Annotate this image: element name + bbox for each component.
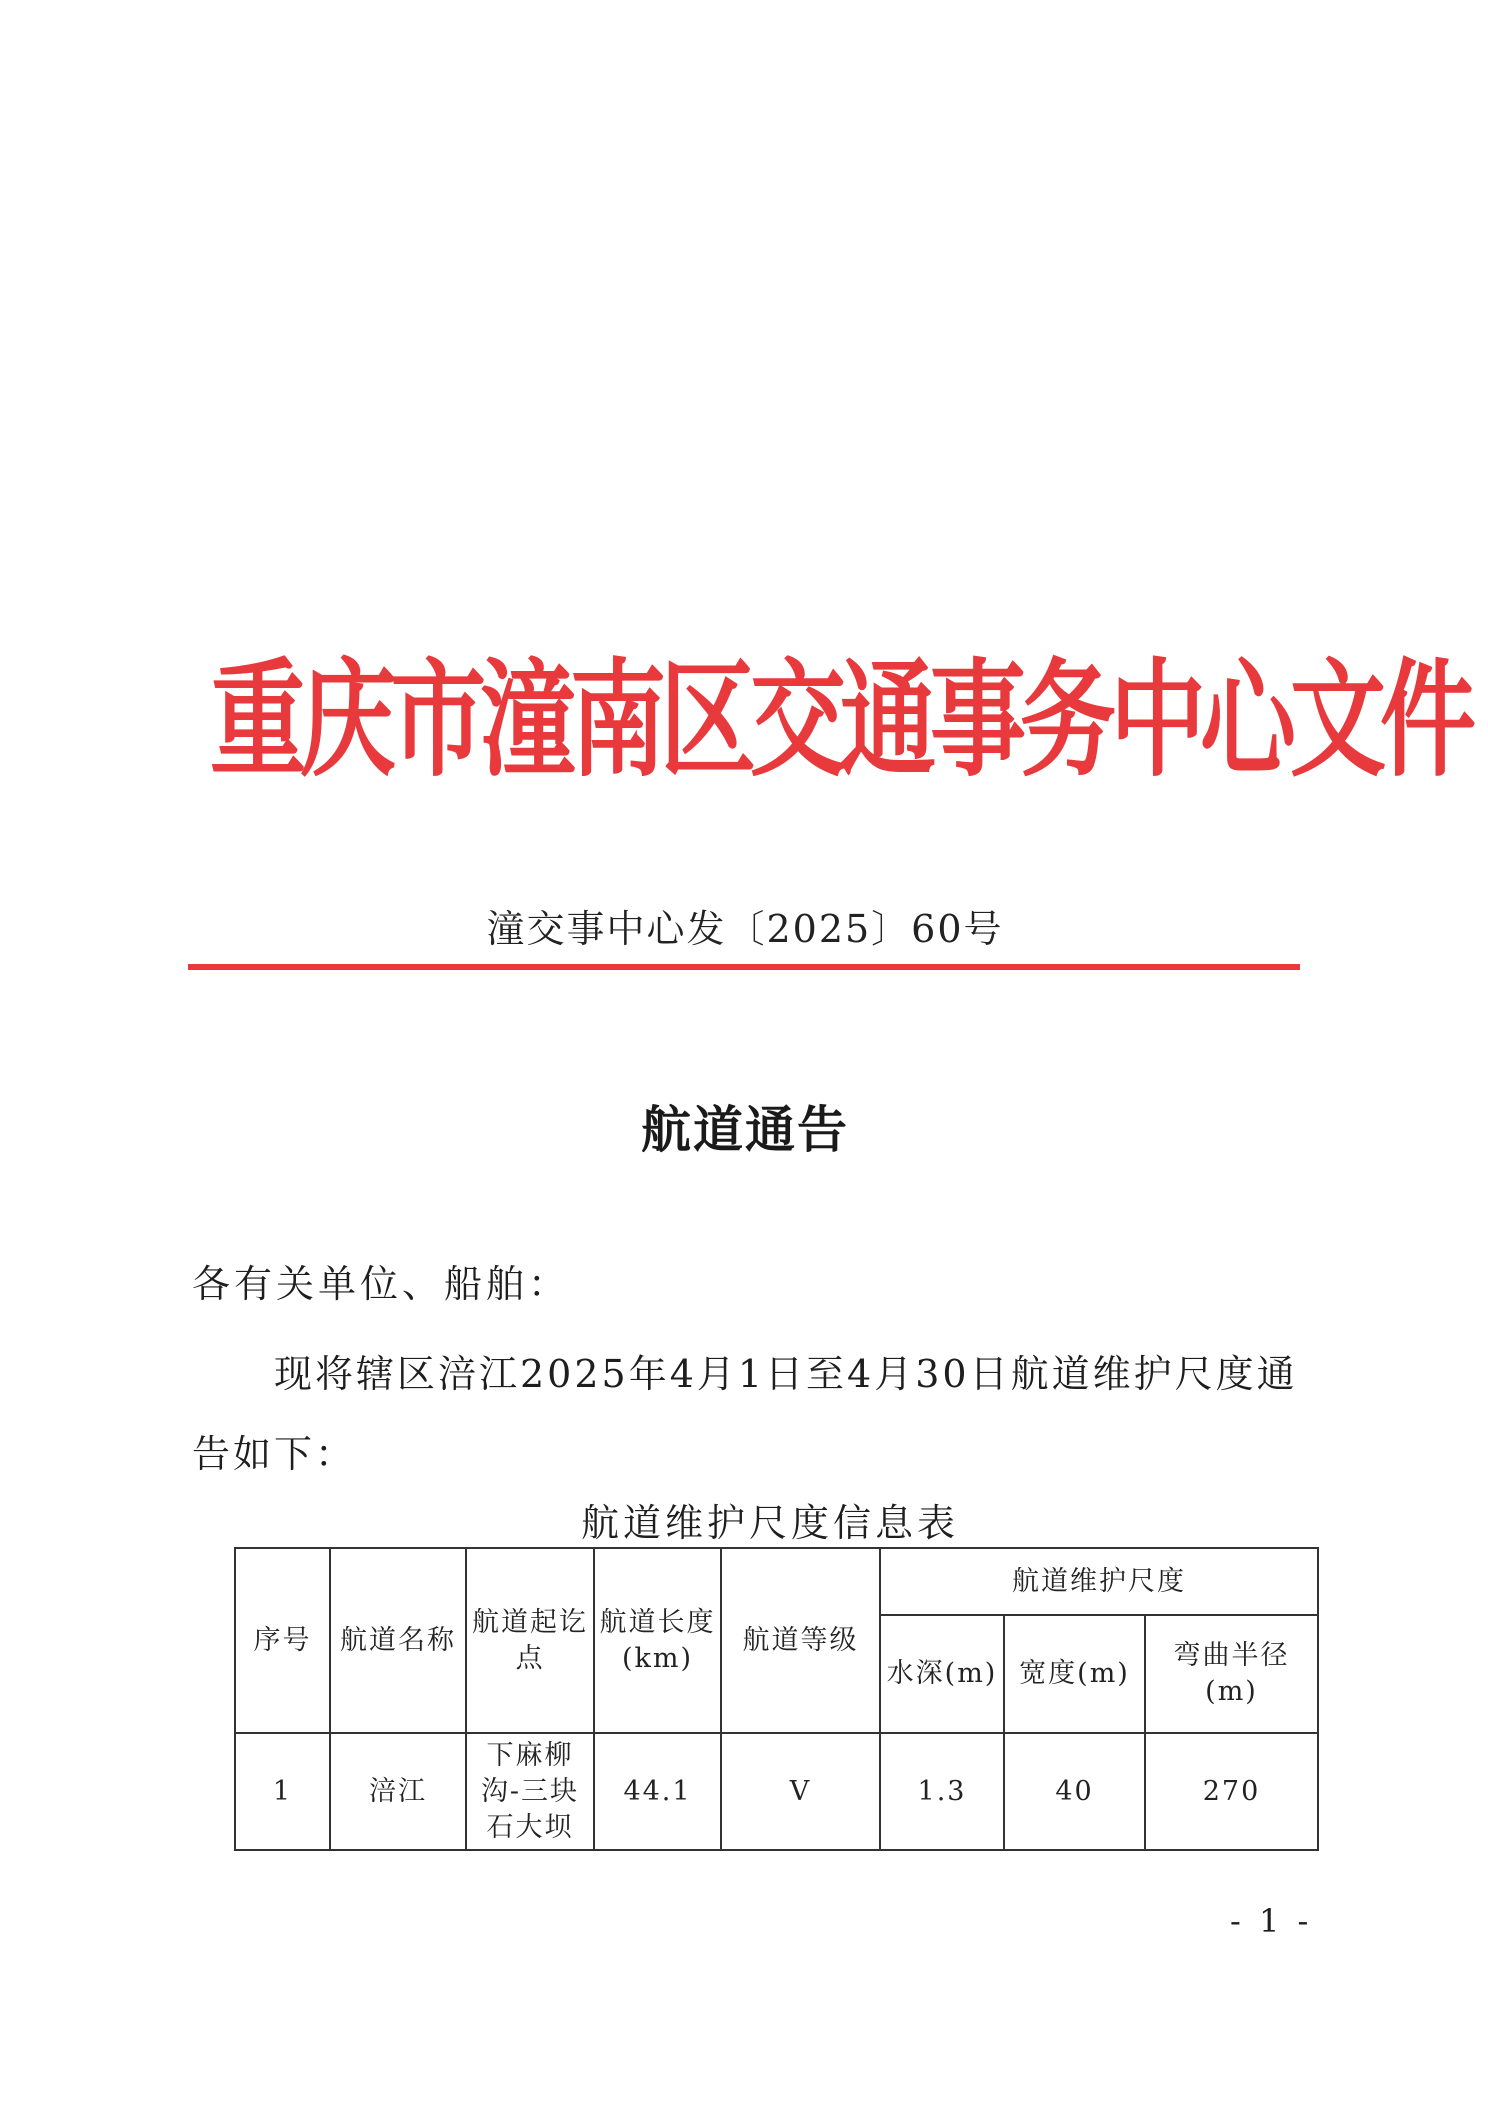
cell-depth: 1.3 [880, 1733, 1004, 1850]
header-width: 宽度(m) [1004, 1615, 1145, 1733]
header-depth: 水深(m) [880, 1615, 1004, 1733]
cell-width: 40 [1004, 1733, 1145, 1850]
header-divider [188, 964, 1300, 970]
header-index: 序号 [235, 1548, 330, 1733]
cell-index: 1 [235, 1733, 330, 1850]
salutation: 各有关单位、船舶： [192, 1262, 571, 1306]
notice-title: 航道通告 [641, 1100, 849, 1159]
cell-length: 44.1 [594, 1733, 721, 1850]
channel-info-table [234, 1547, 1319, 1851]
cell-radius: 270 [1145, 1733, 1318, 1850]
header-maintenance-group: 航道维护尺度 [880, 1548, 1318, 1615]
header-name: 航道名称 [330, 1548, 466, 1733]
cell-grade: V [721, 1733, 880, 1850]
cell-range: 下麻柳沟-三块石大坝 [466, 1733, 594, 1850]
header-length: 航道长度(km) [594, 1548, 721, 1733]
notice-body: 现将辖区涪江2025年4月1日至4月30日航道维护尺度通告如下： [192, 1352, 1298, 1476]
cell-name: 涪江 [330, 1733, 466, 1850]
header-range: 航道起讫点 [466, 1548, 594, 1733]
page-number: - 1 - [1230, 1902, 1313, 1940]
header-grade: 航道等级 [721, 1548, 880, 1733]
header-radius: 弯曲半径(m) [1145, 1615, 1318, 1733]
table-row [235, 1733, 1318, 1850]
document-number: 潼交事中心发〔2025〕60号 [486, 907, 1004, 951]
table-caption: 航道维护尺度信息表 [580, 1501, 959, 1545]
document-header-title: 重庆市潼南区交通事务中心文件 [210, 646, 1470, 795]
table-header-row [235, 1548, 1318, 1615]
